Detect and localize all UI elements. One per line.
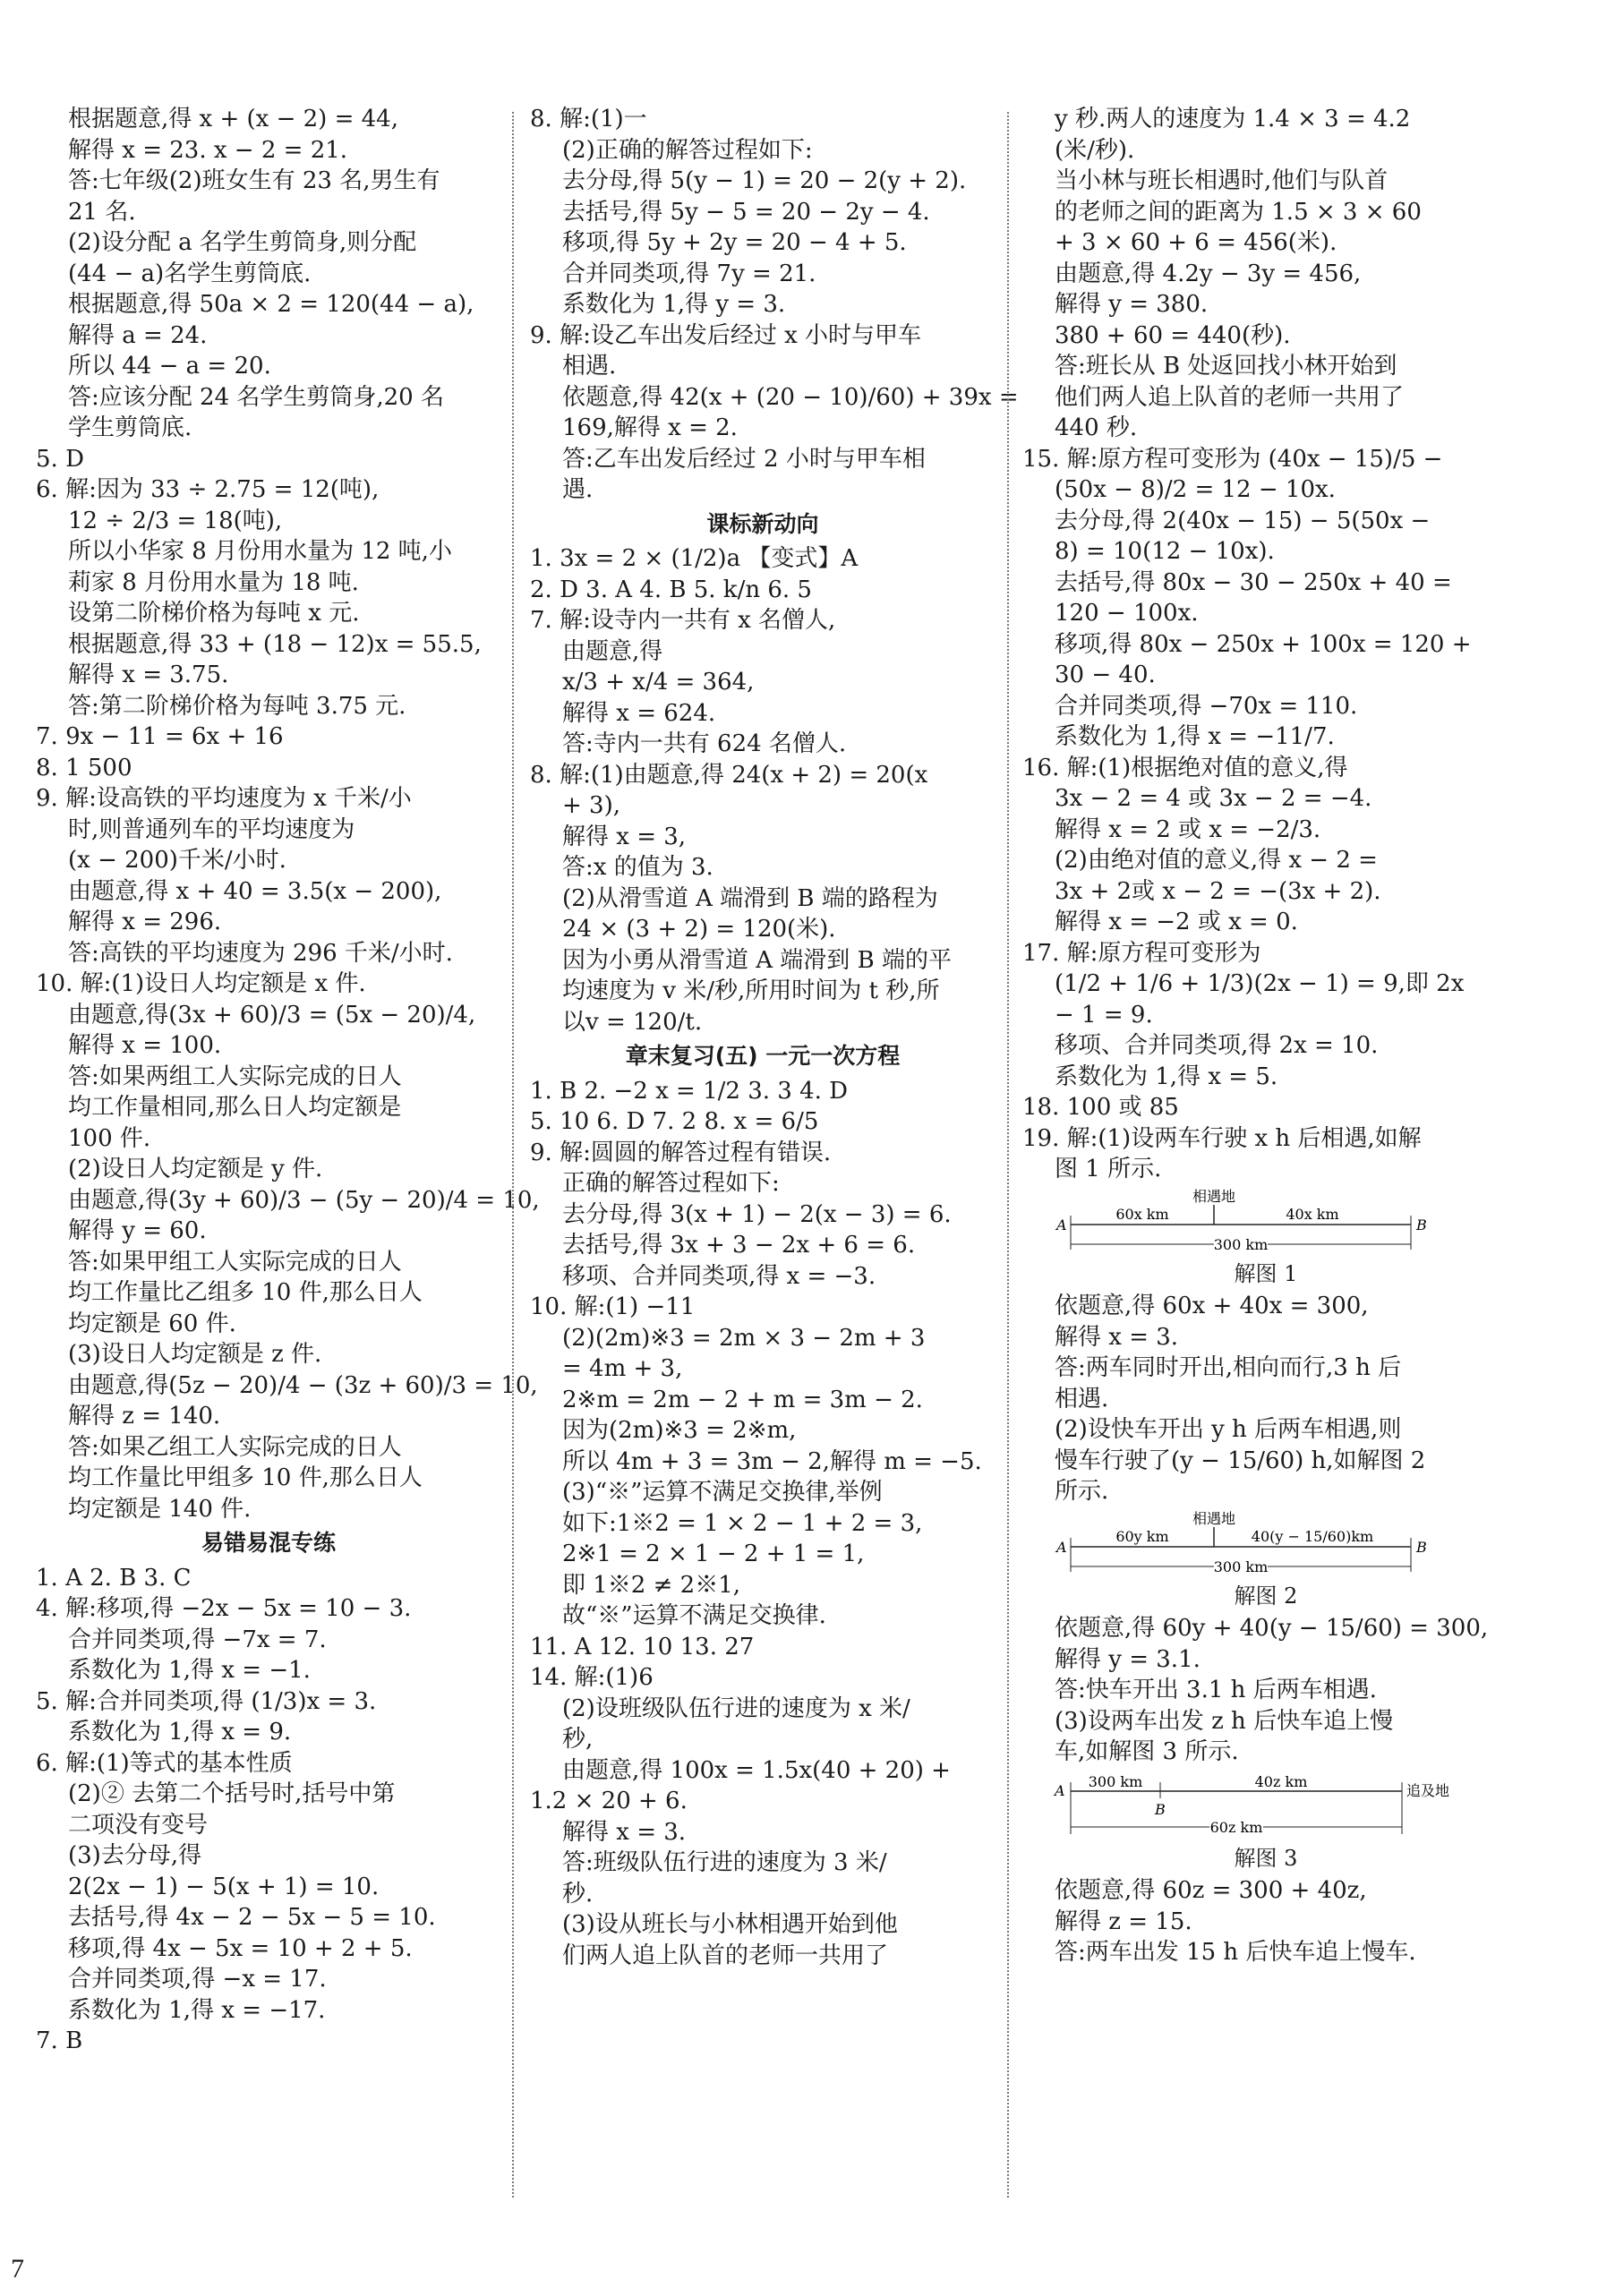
answer-line: 答:班级队伍行进的速度为 3 米/ [562,1849,887,1876]
answer-line: 9. 解:圆圆的解答过程有错误. [530,1139,832,1166]
answer-line: 解得 x = 296. [68,909,222,935]
answer-line: 依题意,得 60x + 40x = 300, [1055,1293,1369,1319]
answer-line: 8. 1 500 [36,754,132,781]
answer-line: 答:如果乙组工人实际完成的日人 [68,1433,402,1461]
answer-line: 17. 解:原方程可变形为 [1022,939,1261,967]
answer-line: 遇. [562,476,594,503]
answer-line: 由题意,得(3x + 60)/3 = (5x − 20)/4, [68,1001,476,1029]
answer-line: 答:七年级(2)班女生有 23 名,男生有 [68,167,440,194]
answer-line: 正确的解答过程如下: [562,1170,780,1197]
answer-line: 解得 z = 140. [68,1403,221,1430]
answer-line: 19. 解:(1)设两车行驶 x h 后相遇,如解 [1022,1124,1422,1152]
answer-line: 依题意,得 42(x + (20 − 10)/60) + 39x = [562,383,1019,411]
answer-line: − 1 = 9. [1055,1001,1153,1029]
answer-line: 设第二阶梯价格为每吨 x 元. [68,600,360,627]
answer-line: 答:两车同时开出,相向而行,3 h 后 [1055,1354,1402,1381]
answer-line: 当小林与班长相遇时,他们与队首 [1055,167,1389,194]
answer-line: 相遇. [562,353,617,380]
answer-line: 6. 解:因为 33 ÷ 2.75 = 12(吨), [36,476,380,503]
answer-line: 二项没有变号 [68,1811,209,1839]
answer-line: 慢车行驶了(y − 15/60) h,如解图 2 [1055,1447,1426,1474]
answer-line: 7. 解:设寺内一共有 x 名僧人, [530,607,836,634]
solution-figure [1044,1511,1488,1612]
answer-column-2 [530,104,1019,1971]
answer-line: 由题意,得(5z − 20)/4 − (3z + 60)/3 = 10, [68,1371,538,1399]
figure-right-label: 40x km [1286,1205,1339,1223]
answer-line: 合并同类项,得 7y = 21. [562,260,816,287]
answer-line: 7. B [36,2027,83,2054]
answer-line: 合并同类项,得 −70x = 110. [1055,692,1358,720]
figure-end-label: 追及地 [1406,1781,1450,1799]
answer-line: 解得 x = 3. [562,1818,687,1846]
answer-line: 去括号,得 80x − 30 − 250x + 40 = [1055,568,1452,596]
answer-line: (2)设日人均定额是 y 件. [68,1156,323,1182]
answer-line: (x − 200)千米/小时. [68,847,286,874]
figure-point-a: A [1055,1781,1065,1799]
answer-line: 如下:1※2 = 1 × 2 − 1 + 2 = 3, [562,1509,923,1537]
answer-line: 去括号,得 3x + 3 − 2x + 6 = 6. [562,1232,916,1259]
answer-line: 5. 解:合并同类项,得 (1/3)x = 3. [36,1687,377,1715]
answer-line: 们两人追上队首的老师一共用了 [562,1942,889,1969]
answer-line: 解得 x = 3.75. [68,661,229,688]
answer-line: (3)“※”运算不满足交换律,举例 [562,1479,883,1506]
answer-line: 14. 解:(1)6 [530,1664,654,1691]
answer-line: 解得 y = 60. [68,1217,207,1244]
answer-line: (2)从滑雪道 A 端滑到 B 端的路程为 [562,884,938,912]
figure-point-a: A [1056,1538,1067,1556]
answer-line: 3x + 2或 x − 2 = −(3x + 2). [1055,877,1381,905]
answer-line: 答:寺内一共有 624 名僧人. [562,730,847,757]
answer-line: 均工作量比乙组多 10 件,那么日人 [68,1279,423,1306]
figure-point-b: B [1155,1800,1166,1818]
figure-total-label: 60z km [1209,1818,1263,1836]
answer-line: 8. 解:(1)一 [530,106,647,132]
answer-line: 由题意,得(3y + 60)/3 − (5y − 20)/4 = 10, [68,1186,540,1214]
answer-line: 16. 解:(1)根据绝对值的意义,得 [1022,754,1348,781]
answer-line: 由题意,得 [562,637,663,665]
answer-line: 解得 x = 23. x − 2 = 21. [68,136,348,164]
solution-figure [1044,1189,1488,1290]
answer-line: 秒. [562,1880,594,1908]
answer-line: 系数化为 1,得 x = 5. [1055,1063,1278,1090]
solution-figure [1044,1771,1488,1874]
answer-line: 去括号,得 4x − 2 − 5x − 5 = 10. [68,1904,436,1931]
answer-line: 均工作量相同,那么日人均定额是 [68,1094,402,1121]
answer-line: 6. 解:(1)等式的基本性质 [36,1749,293,1777]
answer-line: 3x − 2 = 4 或 3x − 2 = −4. [1055,785,1372,812]
answer-line: (3)去分母,得 [68,1842,202,1869]
answer-line: y 秒.两人的速度为 1.4 × 3 = 4.2 [1055,106,1411,132]
figure-seg-label: 300 km [1088,1772,1143,1790]
answer-line: 即 1※2 ≠ 2※1, [562,1571,741,1599]
answer-line: (2)正确的解答过程如下: [562,136,813,164]
answer-line: 秒, [562,1726,594,1753]
answer-line: 440 秒. [1055,414,1138,441]
answer-line: 所示. [1055,1478,1109,1505]
answer-line: 他们两人追上队首的老师一共用了 [1055,383,1405,411]
figure-left-label: 60x km [1115,1205,1169,1223]
figure-right-label: 40z km [1254,1772,1308,1790]
answer-line: 30 − 40. [1055,661,1156,688]
answer-line: (3)设从班长与小林相遇开始到他 [562,1911,898,1938]
answer-line: 解得 y = 3.1. [1055,1645,1201,1673]
answer-line: 系数化为 1,得 x = 9. [68,1719,292,1745]
answer-line: 系数化为 1,得 x = −1. [68,1657,311,1684]
answer-line: 答:x 的值为 3. [562,854,714,881]
answer-line: 系数化为 1,得 x = −17. [68,1996,326,2024]
answer-line: 去分母,得 2(40x − 15) − 5(50x − [1055,507,1431,534]
page-number: 7 [11,2254,24,2283]
answer-line: 答:如果两组工人实际完成的日人 [68,1063,402,1090]
column-divider [1007,112,1009,2198]
section-heading: 章末复习(五) 一元一次方程 [625,1043,901,1069]
answer-line: 380 + 60 = 440(秒). [1055,321,1291,349]
segment-diagram [1044,1511,1438,1581]
answer-column-3 [1022,104,1488,1968]
answer-line: 均速度为 v 米/秒,所用时间为 t 秒,所 [562,977,940,1004]
figure-top-label: 相遇地 [1192,1187,1236,1205]
answer-line: 所以 4m + 3 = 3m − 2,解得 m = −5. [562,1447,982,1475]
answer-line: 移项、合并同类项,得 x = −3. [562,1262,876,1290]
answer-line: 解得 a = 24. [68,321,208,349]
answer-line: (米/秒). [1055,136,1135,164]
answer-line: 答:第二阶梯价格为每吨 3.75 元. [68,692,406,720]
answer-line: 解得 z = 15. [1055,1908,1192,1935]
answer-line: 时,则普通列车的平均速度为 [68,815,355,843]
segment-diagram [1044,1189,1438,1259]
answer-line: 图 1 所示. [1055,1156,1162,1182]
answer-line: (2)(2m)※3 = 2m × 3 − 2m + 3 [562,1324,926,1352]
answer-line: (3)设日人均定额是 z 件. [68,1341,322,1368]
answer-line: 8) = 10(12 − 10x). [1055,538,1275,565]
answer-line: 根据题意,得 50a × 2 = 120(44 − a), [68,291,474,318]
answer-line: x/3 + x/4 = 364, [562,669,755,696]
answer-column-1 [36,104,540,2057]
answer-line: (2)由绝对值的意义,得 x − 2 = [1055,847,1378,874]
answer-line: 所以 44 − a = 20. [68,353,271,380]
answer-line: 均工作量比甲组多 10 件,那么日人 [68,1464,423,1491]
answer-line: 5. D [36,445,84,473]
answer-line: 去括号,得 5y − 5 = 20 − 2y − 4. [562,198,930,226]
answer-line: 答:两车出发 15 h 后快车追上慢车. [1055,1939,1416,1966]
answer-line: 移项,得 80x − 250x + 100x = 120 + [1055,630,1472,658]
answer-line: 答:乙车出发后经过 2 小时与甲车相 [562,445,926,473]
answer-line: 莉家 8 月份用水量为 18 吨. [68,568,359,596]
answer-line: 答:高铁的平均速度为 296 千米/小时. [68,939,453,967]
answer-line: (44 − a)名学生剪筒底. [68,260,312,287]
section-heading: 易错易混专练 [201,1530,336,1556]
answer-line: 因为小勇从滑雪道 A 端滑到 B 端的平 [562,946,952,974]
answer-line: 100 件. [68,1124,151,1152]
answer-line: (2)设分配 a 名学生剪筒身,则分配 [68,229,417,256]
answer-line: 18. 100 或 85 [1022,1094,1179,1121]
answer-line: 解得 x = 2 或 x = −2/3. [1055,815,1321,843]
answer-line: 以v = 120/t. [562,1008,703,1036]
answer-line: 相遇. [1055,1385,1109,1413]
answer-line: 2※1 = 2 × 1 − 2 + 1 = 1, [562,1541,865,1567]
answer-line: 答:快车开出 3.1 h 后两车相遇. [1055,1677,1377,1703]
answer-line: 所以小华家 8 月份用水量为 12 吨,小 [68,538,452,565]
answer-line: 7. 9x − 11 = 6x + 16 [36,723,284,750]
answer-line: 由题意,得 100x = 1.5x(40 + 20) + [562,1756,951,1784]
figure-caption: 解图 1 [1234,1260,1298,1286]
figure-caption: 解图 3 [1234,1845,1298,1871]
answer-line: 系数化为 1,得 y = 3. [562,291,786,318]
answer-line: 15. 解:原方程可变形为 (40x − 15)/5 − [1022,445,1443,473]
answer-line: 根据题意,得 33 + (18 − 12)x = 55.5, [68,630,482,658]
answer-line: 解得 x = 100. [68,1032,222,1059]
figure-point-b: B [1416,1216,1427,1233]
figure-right-label: 40(y − 15/60)km [1251,1527,1374,1545]
answer-line: 10. 解:(1)设日人均定额是 x 件. [36,970,366,997]
answer-line: 10. 解:(1) −11 [530,1293,696,1320]
answer-line: 4. 解:移项,得 −2x − 5x = 10 − 3. [36,1595,412,1622]
answer-line: (3)设两车出发 z h 后快车追上慢 [1055,1707,1394,1735]
answer-line: 均定额是 60 件. [68,1310,236,1337]
answer-line: 答:应该分配 24 名学生剪筒身,20 名 [68,383,444,411]
answer-line: (2)设班级队伍行进的速度为 x 米/ [562,1694,910,1722]
answer-line: 因为(2m)※3 = 2※m, [562,1417,797,1444]
answer-line: 车,如解图 3 所示. [1055,1738,1239,1765]
answer-line: 9. 解:设高铁的平均速度为 x 千米/小 [36,785,412,812]
answer-line: (1/2 + 1/6 + 1/3)(2x − 1) = 9,即 2x [1055,970,1465,997]
answer-line: 24 × (3 + 2) = 120(米). [562,916,836,943]
figure-top-label: 相遇地 [1192,1509,1236,1527]
figure-total-label: 300 km [1213,1235,1269,1253]
answer-line: 解得 y = 380. [1055,291,1209,318]
answer-line: 21 名. [68,198,136,226]
answer-line: 1.2 × 20 + 6. [530,1788,688,1814]
answer-line: 移项,得 4x − 5x = 10 + 2 + 5. [68,1934,413,1962]
answer-line: 的老师之间的距离为 1.5 × 3 × 60 [1055,198,1422,226]
answer-line: 系数化为 1,得 x = −11/7. [1055,723,1335,750]
answer-line: 2. D 3. A 4. B 5. k/n 6. 5 [530,576,812,603]
answer-line: 解得 x = −2 或 x = 0. [1055,909,1298,935]
answer-line: 学生剪筒底. [68,414,192,441]
answer-line: 169,解得 x = 2. [562,414,738,441]
figure-total-label: 300 km [1213,1558,1269,1575]
answer-line: 依题意,得 60z = 300 + 40z, [1055,1877,1367,1904]
answer-line: (2)设快车开出 y h 后两车相遇,则 [1055,1416,1402,1443]
answer-line: 2※m = 2m − 2 + m = 3m − 2. [562,1386,923,1413]
answer-line: 去分母,得 5(y − 1) = 20 − 2(y + 2). [562,167,967,194]
column-divider [512,112,514,2198]
answer-line: (2)② 去第二个括号时,括号中第 [68,1780,396,1807]
answer-line: 由题意,得 x + 40 = 3.5(x − 200), [68,877,442,905]
answer-line: + 3), [562,792,620,819]
answer-line: 移项、合并同类项,得 2x = 10. [1055,1032,1379,1059]
answer-line: 去分母,得 3(x + 1) − 2(x − 3) = 6. [562,1200,952,1228]
answer-line: + 3 × 60 + 6 = 456(米). [1055,229,1337,256]
answer-line: 5. 10 6. D 7. 2 8. x = 6/5 [530,1108,819,1135]
answer-line: 解得 x = 3, [562,823,687,850]
answer-line: 2(2x − 1) − 5(x + 1) = 10. [68,1873,380,1900]
answer-line: 12 ÷ 2/3 = 18(吨), [68,507,283,534]
segment-diagram [1044,1771,1450,1843]
answer-line: 8. 解:(1)由题意,得 24(x + 2) = 20(x [530,761,928,789]
answer-line: 均定额是 140 件. [68,1495,252,1523]
answer-line: 9. 解:设乙车出发后经过 x 小时与甲车 [530,321,922,349]
figure-caption: 解图 2 [1234,1583,1298,1609]
figure-left-label: 60y km [1115,1527,1169,1545]
answer-line: 1. A 2. B 3. C [36,1564,192,1592]
answer-line: 由题意,得 4.2y − 3y = 456, [1055,260,1362,287]
answer-line: 解得 x = 3. [1055,1323,1179,1351]
answer-line: (50x − 8)/2 = 12 − 10x. [1055,476,1336,503]
figure-point-b: B [1416,1538,1427,1556]
answer-line: 合并同类项,得 −7x = 7. [68,1626,327,1653]
answer-line: 120 − 100x. [1055,600,1199,627]
answer-line: 解得 x = 624. [562,699,716,727]
answer-line: = 4m + 3, [562,1355,683,1382]
answer-line: 答:班长从 B 处返回找小林开始到 [1055,353,1397,380]
figure-point-a: A [1056,1216,1067,1233]
answer-line: 移项,得 5y + 2y = 20 − 4 + 5. [562,229,907,256]
answer-line: 根据题意,得 x + (x − 2) = 44, [68,106,398,132]
answer-line: 1. 3x = 2 × (1/2)a 【变式】A [530,545,859,572]
answer-line: 答:如果甲组工人实际完成的日人 [68,1248,402,1276]
section-heading: 课标新动向 [706,510,819,537]
answer-line: 11. A 12. 10 13. 27 [530,1633,755,1660]
answer-line: 1. B 2. −2 x = 1/2 3. 3 4. D [530,1077,848,1105]
answer-line: 依题意,得 60y + 40(y − 15/60) = 300, [1055,1615,1489,1642]
answer-line: 故“※”运算不满足交换律. [562,1602,826,1629]
answer-line: 合并同类项,得 −x = 17. [68,1966,327,1993]
